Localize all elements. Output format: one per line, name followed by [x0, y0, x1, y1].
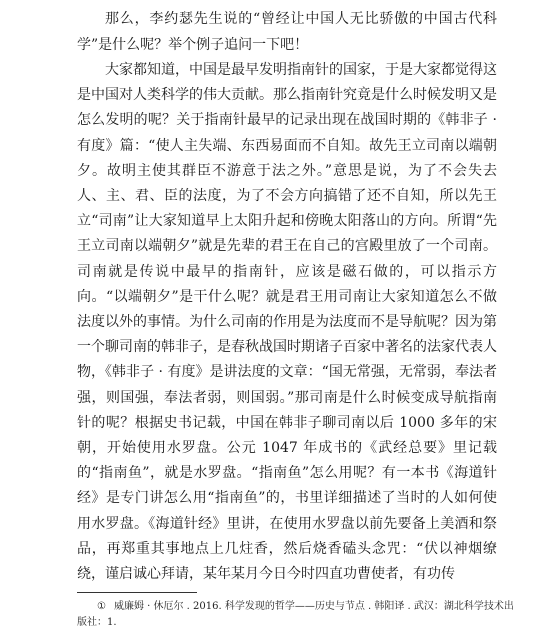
footnote-marker: ①	[97, 601, 106, 612]
body-paragraph-2: 大家都知道，中国是最早发明指南针的国家，于是大家都觉得这是中国对人类科学的伟大贡献。那么指南针究竟是什么时候发明又是怎么发明的呢？关于指南针最早的记录出现在战国时期的《韩非子 · 有度》篇：“使人主失端、东西易面而不自知。故先王立司南以端朝夕。故明主使其群臣不游意于法之外。”意思是说，为了不会失去人、主、君、臣的法度，为了不会方向搞错了还不自知，所以先王立“司南”让大家知道早上太阳升起和傍晚太阳落山的方向。所谓“先王立司南以端朝夕”就是先辈的君王在自己的宫殿里放了一个司南。司南就是传说中最早的指南针，应该是磁石做的，可以指示方向。“以端朝夕”是干什么呢？就是君王用司南让大家知道怎么不做法度以外的事情。为什么司南的作用是为法度而不是导航呢？因为第一个聊司南的韩非子，是春秋战国时期诸子百家中著名的法家代表人物，《韩非子 · 有度》是讲法度的文章：“国无常强，无常弱，奉法者强，则国强，奉法者弱，则国弱。”那司南是什么时候变成导航指南针的呢？根据史书记载，中国在韩非子聊司南以后 1000 多年的宋朝，开始使用水罗盘。公元 1047 年成书的《武经总要》里记载的“指南鱼”，就是水罗盘。“指南鱼”怎么用呢？有一本书《海道针经》是专门讲怎么用“指南鱼”的，书里详细描述了当时的人如何使用水罗盘。《海道针经》里讲，在使用水罗盘以前先要备上美酒和祭品，再郑重其事地点上几炷香，然后烧香磕头念咒：“伏以神烟缭绕，谨启诚心拜请，某年某月今日今时四直功曹使者，有功传	[77, 62, 497, 583]
footnote	[77, 599, 517, 626]
footnote-divider	[77, 592, 197, 593]
body-paragraph-1: 那么，李约瑟先生说的“曾经让中国人无比骄傲的中国古代科学”是什么呢？举个例子追问一下吧！	[77, 11, 497, 53]
footnote-text: 威廉姆 · 休厄尔 . 2016. 科学发现的哲学——历史与节点 . 韩阳译 . 武汉：湖北科学技术出版社：1.	[77, 601, 514, 626]
